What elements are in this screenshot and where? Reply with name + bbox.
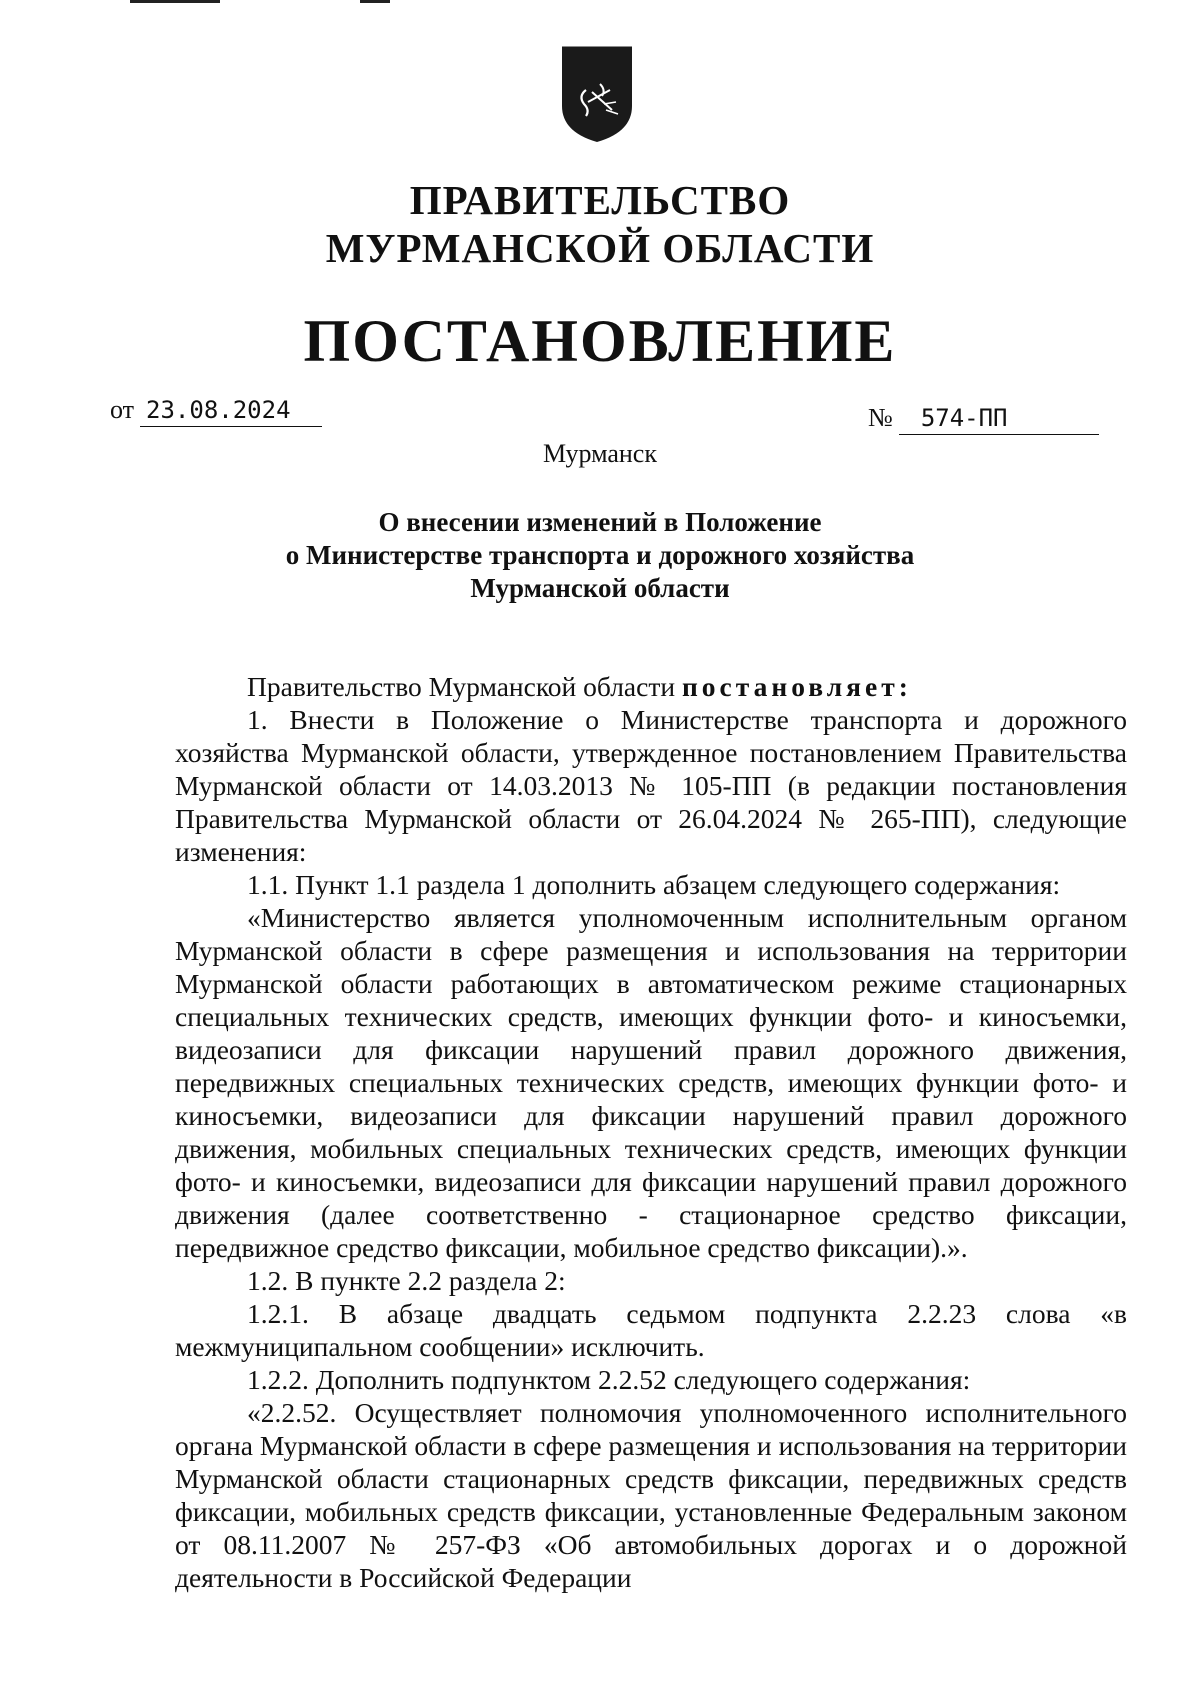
scan-artifact xyxy=(360,0,390,3)
document-body xyxy=(175,670,1127,1594)
document-type-title: ПОСТАНОВЛЕНИЕ xyxy=(303,308,897,374)
paragraph-1: 1. Внести в Положение о Министерстве транспорта и дорожного хозяйства Мурманской области, утвержденное постановлением Правительства Мурманской области от 14.03.2013 № 105-ПП (в редакции постановления Правительства Мурманской области от 26.04.2024 № 265-ПП), следующие изменения: xyxy=(175,704,1127,867)
date-value: 23.08.2024 xyxy=(140,394,322,427)
preamble-paragraph xyxy=(175,670,1127,703)
paragraph-1-2-2: 1.2.2. Дополнить подпунктом 2.2.52 следующего содержания: xyxy=(247,1364,971,1395)
document-number xyxy=(868,402,1099,435)
subject-line: О внесении изменений в Положение xyxy=(378,507,822,537)
subject-line: о Министерстве транспорта и дорожного хозяйства xyxy=(285,540,915,570)
paragraph-1-1-text: «Министерство является уполномоченным исполнительным органом Мурманской области в сфере размещения и использования на территории Мурманской области работающих в автоматическом режиме стационарных специальных технических средств, имеющих функции фото- и киносъемки, видеозаписи для фиксации нарушений правил дорожного движения, передвижных специальных технических средств, имеющих функции фото- и киносъемки, видеозаписи для фиксации нарушений правил дорожного движения, мобильных специальных технических средств, имеющих функции фото- и киносъемки, видеозаписи для фиксации нарушений правил дорожного движения (далее соответственно - стационарное средство фиксации, передвижное средство фиксации, мобильное средство фиксации).». xyxy=(175,902,1127,1263)
preamble-text: Правительство Мурманской области xyxy=(247,671,682,702)
number-value: 574-ПП xyxy=(899,402,1099,435)
document-date xyxy=(110,394,322,427)
paragraph-1-2-1: 1.2.1. В абзаце двадцать седьмом подпункта 2.2.23 слова «в межмуниципальном сообщении» исключить. xyxy=(175,1298,1127,1362)
paragraph-1-1: 1.1. Пункт 1.1 раздела 1 дополнить абзацем следующего содержания: xyxy=(247,869,1061,900)
organization-name-line1: ПРАВИТЕЛЬСТВО xyxy=(409,177,791,223)
date-prefix: от xyxy=(110,395,135,424)
document-city: Мурманск xyxy=(543,439,657,468)
organization-name-line2: МУРМАНСКОЙ ОБЛАСТИ xyxy=(325,225,875,271)
preamble-keyword: постановляет: xyxy=(681,671,912,702)
scan-artifact xyxy=(130,0,220,3)
document-subject xyxy=(200,506,1000,605)
subject-line: Мурманской области xyxy=(470,573,730,603)
paragraph-1-2: 1.2. В пункте 2.2 раздела 2: xyxy=(247,1265,566,1296)
coat-of-arms-icon xyxy=(558,44,636,144)
number-prefix: № xyxy=(868,403,893,432)
paragraph-1-2-2-text: «2.2.52. Осуществляет полномочия уполномоченного исполнительного органа Мурманской области в сфере размещения и использования на территории Мурманской области стационарных средств фиксации, передвижных средств фиксации, мобильных средств фиксации, установленные Федеральным законом от 08.11.2007 № 257-ФЗ «Об автомобильных дорогах и о дорожной деятельности в Российской Федерации xyxy=(175,1397,1127,1593)
